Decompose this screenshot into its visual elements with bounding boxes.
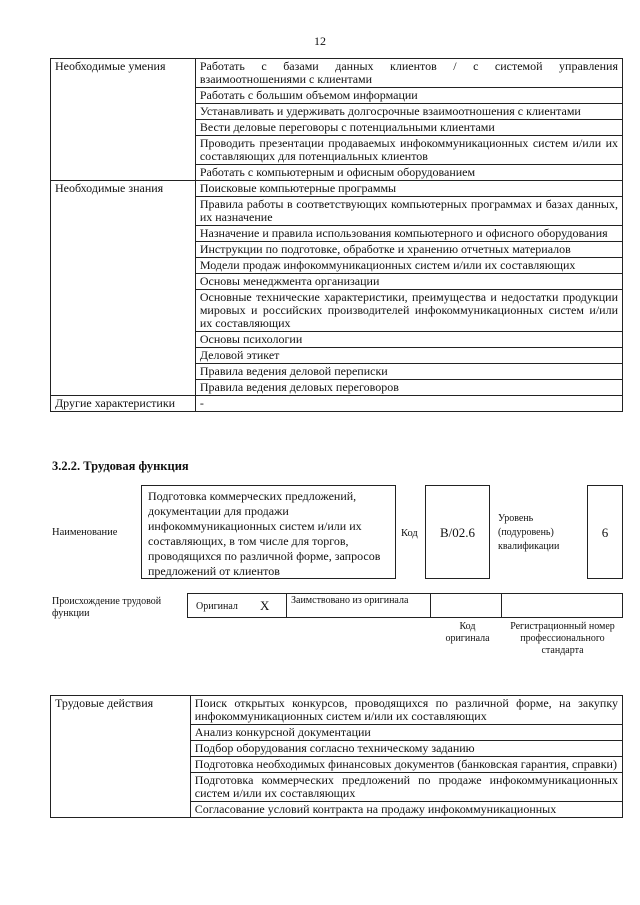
action-item: Подбор оборудования согласно техническому заданию	[190, 741, 622, 757]
knowledge-item: Поисковые компьютерные программы	[195, 181, 622, 197]
knowledge-item: Модели продаж инфокоммуникационных систем и/или их составляющих	[195, 258, 622, 274]
knowledge-item: Правила работы в соответствующих компьютерных программах и базах данных, их назначение	[195, 197, 622, 226]
skill-item: Проводить презентации продаваемых инфокоммуникационных систем и/или их составляющих для потенциальных клиентов	[195, 136, 622, 165]
reg-number-box	[501, 593, 623, 618]
section-title: 3.2.2. Трудовая функция	[52, 459, 189, 473]
level-value: 6	[601, 525, 609, 540]
knowledge-item: Правила ведения деловой переписки	[195, 364, 622, 380]
original-label: Оригинал	[196, 601, 238, 612]
knowledge-item: Основы менеджмента организации	[195, 274, 622, 290]
skill-item: Вести деловые переговоры с потенциальными клиентами	[195, 120, 622, 136]
original-code-box	[430, 593, 502, 618]
action-item: Согласование условий контракта на продажу инфокоммуникационных	[190, 802, 622, 818]
code-box	[425, 485, 490, 579]
skill-item: Работать с большим объемом информации	[195, 88, 622, 104]
origin-label: Происхождение трудовой функции	[52, 596, 162, 619]
code-label: Код	[401, 528, 418, 539]
orig-code-caption: Код оригинала	[445, 621, 490, 644]
other-characteristics-value: -	[195, 396, 622, 412]
function-name: Подготовка коммерческих предложений, документации для продажи инфокоммуникационных систем и/или их составляющих, в том числе для торгов, проводящихся по различной форме, запросов предложений от клиентов	[148, 489, 381, 578]
skill-item: Устанавливать и удерживать долгосрочные взаимоотношения с клиентами	[195, 104, 622, 120]
required-knowledge-label: Необходимые знания	[51, 181, 196, 396]
action-item: Подготовка коммерческих предложений по продаже инфокоммуникационных систем и/или их составляющих	[190, 773, 622, 802]
other-characteristics-label: Другие характеристики	[51, 396, 196, 412]
required-skills-label: Необходимые умения	[51, 59, 196, 181]
name-label: Наименование	[52, 527, 118, 538]
original-mark: X	[260, 598, 270, 613]
skills-table	[50, 58, 623, 412]
knowledge-item: Деловой этикет	[195, 348, 622, 364]
action-item: Поиск открытых конкурсов, проводящихся по различной форме, на закупку инфокоммуникационных систем и/или их составляющих	[190, 696, 622, 725]
reg-number-caption: Регистрационный номер профессионального стандарта	[510, 621, 615, 656]
code-value: B/02.6	[439, 525, 476, 540]
knowledge-item: Назначение и правила использования компьютерного и офисного оборудования	[195, 226, 622, 242]
actions-label: Трудовые действия	[51, 696, 191, 818]
actions-table	[50, 695, 623, 818]
knowledge-item: Инструкции по подготовке, обработке и хранению отчетных материалов	[195, 242, 622, 258]
skill-item: Работать с компьютерным и офисным оборудованием	[195, 165, 622, 181]
page-number: 12	[314, 34, 326, 48]
knowledge-item: Основы психологии	[195, 332, 622, 348]
borrowed-box	[286, 593, 431, 618]
function-name-box	[141, 485, 396, 579]
action-item: Подготовка необходимых финансовых документов (банковская гарантия, справки)	[190, 757, 622, 773]
original-box	[187, 593, 287, 618]
knowledge-item: Правила ведения деловых переговоров	[195, 380, 622, 396]
level-label: Уровень (подуровень) квалификации	[498, 513, 560, 552]
skill-item: Работать с базами данных клиентов / с системой управления взаимоотношениями с клиентами	[195, 59, 622, 88]
knowledge-item: Основные технические характеристики, преимущества и недостатки продукции мировых и российских производителей инфокоммуникационных систем и/или их составляющих	[195, 290, 622, 332]
level-box	[587, 485, 623, 579]
action-item: Анализ конкурсной документации	[190, 725, 622, 741]
borrowed-label: Заимствовано из оригинала	[291, 595, 409, 606]
